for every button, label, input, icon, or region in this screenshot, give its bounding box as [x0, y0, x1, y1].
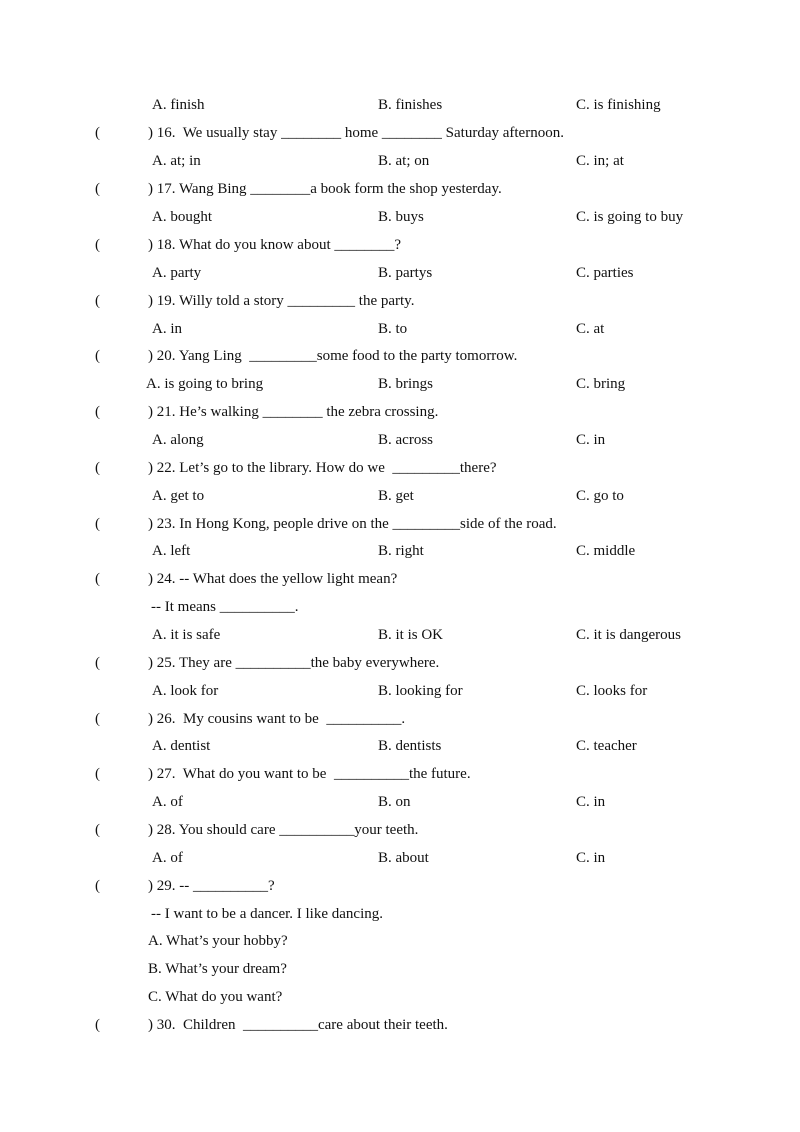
option-a: A. along: [152, 432, 204, 448]
option-b: B. dentists: [378, 738, 442, 754]
option-c: C. teacher: [576, 738, 637, 754]
answer-paren: (: [95, 404, 100, 420]
option-a: A. is going to bring: [146, 376, 264, 392]
question-text: ) 25. They are __________the baby everywhere.: [148, 655, 440, 671]
question-text: ) 24. -- What does the yellow light mean?: [148, 571, 398, 587]
question-text: ) 22. Let’s go to the library. How do we _________there?: [148, 460, 497, 476]
option-a: A. get to: [152, 488, 205, 504]
answer-paren: (: [95, 822, 100, 838]
answer-paren: (: [95, 571, 100, 587]
question-text: ) 16. We usually stay ________ home ________ Saturday afternoon.: [148, 125, 564, 141]
option-b: B. across: [378, 432, 433, 448]
option-b: B. buys: [378, 209, 424, 225]
option-b: B. at; on: [378, 153, 430, 169]
option-b: B. to: [378, 321, 408, 337]
option-c: C. go to: [576, 488, 624, 504]
option-a: A. finish: [152, 97, 205, 113]
option-c: C. it is dangerous: [576, 627, 681, 643]
question-text: ) 29. -- __________?: [148, 878, 275, 894]
option-b: B. on: [378, 794, 411, 810]
answer-paren: (: [95, 766, 100, 782]
option-a: A. at; in: [152, 153, 201, 169]
option-a: A. left: [152, 543, 191, 559]
answer-paren: (: [95, 1017, 100, 1033]
question-text: ) 21. He’s walking ________ the zebra crossing.: [148, 404, 439, 420]
option-c: C. is going to buy: [576, 209, 684, 225]
option-b: B. about: [378, 850, 429, 866]
option-c: C. in: [576, 794, 606, 810]
question-text: ) 26. My cousins want to be __________.: [148, 711, 406, 727]
question-text: ) 18. What do you know about ________?: [148, 237, 402, 253]
option-b: B. get: [378, 488, 414, 504]
option-a: A. dentist: [152, 738, 211, 754]
answer-paren: (: [95, 181, 100, 197]
option-c: C. looks for: [576, 683, 648, 699]
option-a: A. party: [152, 265, 202, 281]
answer-paren: (: [95, 125, 100, 141]
option-a: A. in: [152, 321, 182, 337]
answer-paren: (: [95, 711, 100, 727]
choice-line: C. What do you want?: [148, 989, 283, 1005]
option-c: C. is finishing: [576, 97, 661, 113]
dialogue-line: -- I want to be a dancer. I like dancing.: [151, 906, 383, 922]
option-a: A. of: [152, 850, 183, 866]
choice-line: B. What’s your dream?: [148, 961, 287, 977]
answer-paren: (: [95, 878, 100, 894]
option-c: C. in: [576, 850, 606, 866]
question-text: ) 28. You should care __________your teeth.: [148, 822, 419, 838]
option-c: C. middle: [576, 543, 636, 559]
answer-paren: (: [95, 293, 100, 309]
option-b: B. partys: [378, 265, 433, 281]
question-text: ) 17. Wang Bing ________a book form the shop yesterday.: [148, 181, 502, 197]
question-text: ) 20. Yang Ling _________some food to the party tomorrow.: [148, 348, 518, 364]
dialogue-line: -- It means __________.: [151, 599, 299, 615]
option-b: B. right: [378, 543, 424, 559]
question-text: ) 23. In Hong Kong, people drive on the _________side of the road.: [148, 516, 557, 532]
option-a: A. look for: [152, 683, 219, 699]
option-a: A. of: [152, 794, 183, 810]
question-text: ) 27. What do you want to be __________the future.: [148, 766, 471, 782]
option-a: A. bought: [152, 209, 212, 225]
option-c: C. at: [576, 321, 605, 337]
option-c: C. in: [576, 432, 606, 448]
answer-paren: (: [95, 516, 100, 532]
answer-paren: (: [95, 460, 100, 476]
option-c: C. in; at: [576, 153, 624, 169]
question-text: ) 30. Children __________care about their teeth.: [148, 1017, 448, 1033]
option-c: C. parties: [576, 265, 634, 281]
choice-line: A. What’s your hobby?: [148, 933, 288, 949]
answer-paren: (: [95, 655, 100, 671]
option-b: B. looking for: [378, 683, 463, 699]
question-text: ) 19. Willy told a story _________ the party.: [148, 293, 415, 309]
answer-paren: (: [95, 348, 100, 364]
answer-paren: (: [95, 237, 100, 253]
option-b: B. brings: [378, 376, 434, 392]
option-b: B. finishes: [378, 97, 443, 113]
option-c: C. bring: [576, 376, 626, 392]
option-b: B. it is OK: [378, 627, 444, 643]
option-a: A. it is safe: [152, 627, 221, 643]
